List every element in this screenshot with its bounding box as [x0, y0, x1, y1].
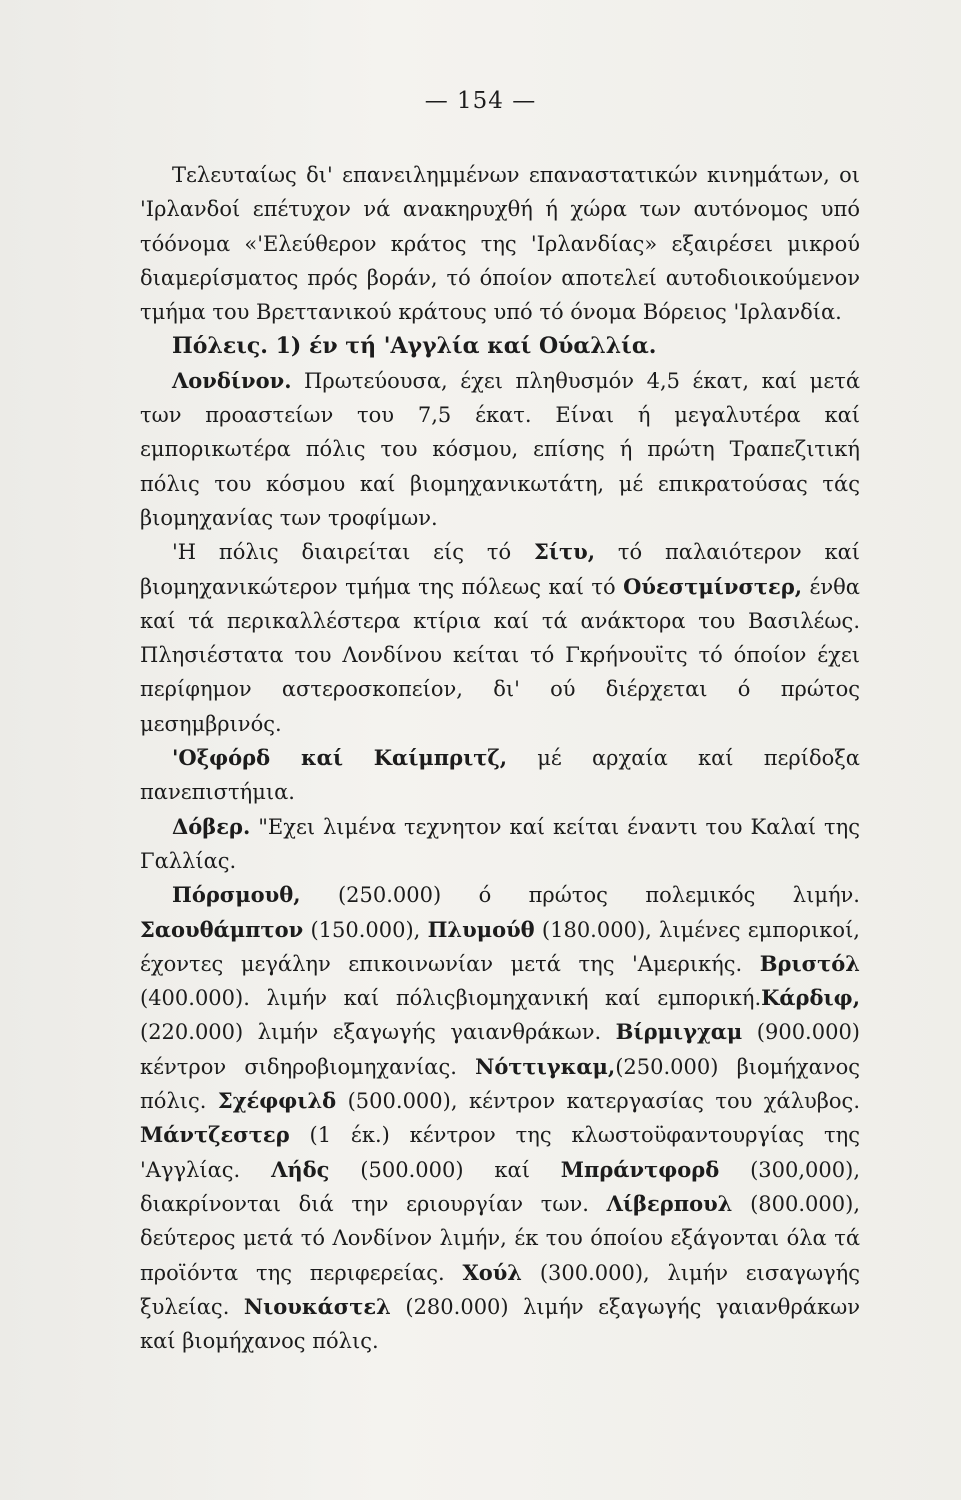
- bold-term: Πόλεις. 1) έν τή 'Αγγλία καί Ούαλλία.: [172, 333, 657, 360]
- text-run: "Εχει λιμένα τεχνητον καί κείται έναντι του Καλαί της Γαλλίας.: [140, 814, 860, 873]
- bold-term: Βριστόλ: [759, 950, 860, 976]
- text-run: (250.000) βιομήχανος πόλις.: [140, 1054, 860, 1114]
- text-run: (900.000) κέντρον σιδηροβιομηχανίας.: [140, 1020, 861, 1079]
- text-run: Πρωτεύουσα, έχει πληθυσμόν 4,5 έκατ, καί μετά των προαστείων του 7,5 έκατ. Είναι ή μεγαλυτέρα καί εμπορικωτέρα πόλις του κόσμου, επίσης ή πρώτη Τραπεζιτική πόλις του κόσμου καί βιομηχανικωτάτη, μέ επικρατούσας τάς βιομηχανίας των τροφίμων.: [140, 368, 860, 530]
- text-run: (1 έκ.) κέντρον της κλωστοϋφαντουργίας της 'Αγγλίας.: [140, 1123, 860, 1182]
- bold-term: Πόρσμουθ,: [172, 882, 301, 908]
- paragraph-other-cities: [140, 878, 860, 1358]
- bold-term: Ούεστμίνστερ,: [623, 573, 803, 599]
- bold-term: Μπράντφορδ: [560, 1156, 720, 1182]
- text-run: (500.000) καί: [329, 1157, 561, 1182]
- bold-term: Σαουθάμπτον: [140, 916, 304, 942]
- text-run: 'Η πόλις διαιρείται είς τό: [172, 540, 535, 565]
- body-text: [140, 158, 860, 1358]
- text-run: (180.000), λιμένες εμπορικοί, έχοντες μεγάλην επικοινωνίαν μετά της 'Αμερικής.: [140, 917, 860, 976]
- bold-term: Νόττιγκαμ,: [475, 1053, 616, 1079]
- bold-term: Βίρμιγχαμ: [615, 1019, 743, 1045]
- bold-term: Σχέφφιλδ: [217, 1088, 337, 1114]
- bold-term: Κάρδιφ,: [761, 985, 860, 1011]
- text-run: (280.000) λιμήν εξαγωγής γαιανθράκων καί βιομήχανος πόλις.: [140, 1294, 860, 1354]
- text-run: (150.000),: [303, 917, 428, 942]
- bold-term: Λίβερπουλ: [606, 1190, 733, 1216]
- paragraph-intro: [140, 158, 860, 329]
- bold-term: Πλυμούθ: [427, 916, 535, 942]
- text-run: Τελευταίως δι' επανειλημμένων επαναστατικών κινημάτων, οι 'Ιρλανδοί επέτυχον νά ανακηρυχθή ή χώρα των αυτόνομος υπό τόόνομα «'Ελεύθερον κράτος της 'Ιρλανδίας» εξαιρέσει μικρού διαμερίσματος πρός βοράν, τό όποίον αποτελεί αυτοδιοικούμενον τμήμα του Βρεττανικού κράτους υπό τό όνομα Βόρειος 'Ιρλανδία.: [140, 163, 860, 325]
- bold-term: 'Οξφόρδ καί Καίμπριτζ,: [172, 745, 508, 771]
- text-run: (800.000), δεύτερος μετά τό Λονδίνον λιμήν, έκ του όποίου εξάγονται όλα τά προϊόντα της περιφερείας.: [140, 1191, 861, 1285]
- text-run: (300,000), διακρίνονται διά την εριουργίαν των.: [140, 1157, 860, 1216]
- paragraph-city-districts: [140, 535, 860, 741]
- bold-term: Χούλ: [462, 1259, 523, 1285]
- text-run: (400.000). λιμήν καί πόλιςβιομηχανική καί εμπορική.: [140, 986, 762, 1011]
- paragraph-london: [140, 364, 860, 535]
- page-number: — 154 —: [424, 88, 537, 114]
- bold-term: Νιουκάστελ: [243, 1293, 391, 1319]
- text-run: ένθα καί τά περικαλλέστερα κτίρια καί τά ανάκτορα του Βασιλέως. Πλησιέστατα του Λονδίνου κείται τό Γκρήνουϊτς τό όποίον έχει περίφημον αστεροσκοπείον, δι' ού διέρχεται ό πρώτος μεσημβρινός.: [140, 574, 860, 736]
- text-run: (500.000), κέντρον κατεργασίας του χάλυβος.: [336, 1089, 860, 1114]
- text-run: (300.000), λιμήν εισαγωγής ξυλείας.: [140, 1260, 861, 1319]
- bold-term: Μάντζεστερ: [140, 1122, 290, 1148]
- bold-term: Σίτυ,: [534, 539, 596, 565]
- bold-term: Λήδς: [271, 1156, 330, 1182]
- paragraph-oxford-cambridge: [140, 741, 860, 810]
- text-run: (220.000) λιμήν εξαγωγής γαιανθράκων.: [140, 1020, 616, 1045]
- paragraph-dover: [140, 810, 860, 879]
- section-heading: [140, 329, 860, 363]
- text-run: τό παλαιότερον καί βιομηχανικώτερον τμήμα της πόλεως καί τό: [140, 540, 860, 599]
- bold-term: Δόβερ.: [172, 813, 251, 839]
- bold-term: Λονδίνον.: [172, 367, 292, 393]
- text-run: μέ αρχαία καί περίδοξα πανεπιστήμια.: [140, 746, 860, 805]
- text-run: (250.000) ό πρώτος πολεμικός λιμήν.: [300, 883, 860, 908]
